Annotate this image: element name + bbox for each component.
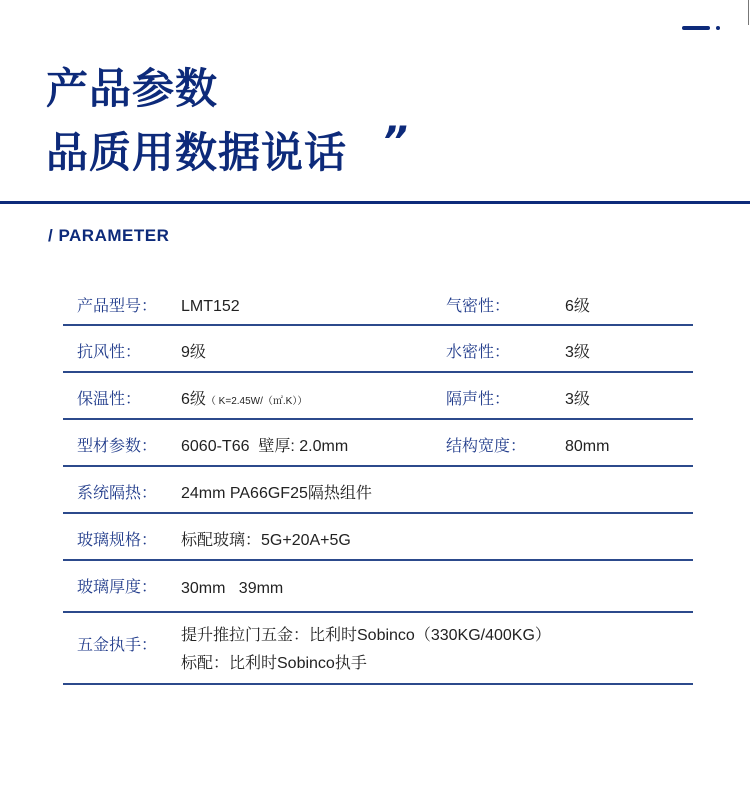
thermal-break-value: 24mm PA66GF25隔热组件 <box>181 485 372 502</box>
page-subtitle-slogan: 品质用数据说话 <box>46 128 348 177</box>
parameter-table <box>63 280 693 685</box>
wind-label: 抗风性： <box>77 342 142 361</box>
edge-line <box>748 0 749 25</box>
width-value: 80mm <box>565 438 610 455</box>
glass-thickness-value: 30mm 39mm <box>181 580 284 597</box>
sound-label: 隔声性： <box>446 389 511 408</box>
hardware-label: 五金执手： <box>77 635 158 654</box>
table-row <box>63 467 693 514</box>
sound-value: 3级 <box>565 391 590 408</box>
watertightness-value: 3级 <box>565 344 590 361</box>
model-value: LMT152 <box>181 298 240 315</box>
decorative-dash <box>682 26 710 30</box>
insulation-note: （ K=2.45W/（㎡.K）） <box>205 396 308 407</box>
model-label: 产品型号： <box>77 296 158 315</box>
table-row <box>63 613 693 685</box>
table-row <box>63 561 693 613</box>
quote-mark-icon: ” <box>382 119 408 165</box>
glass-spec-value: 标配玻璃：5G+20A+5G <box>181 532 351 549</box>
watertightness-label: 水密性： <box>446 342 511 361</box>
glass-spec-label: 玻璃规格： <box>77 530 158 549</box>
airtightness-label: 气密性： <box>446 296 511 315</box>
header-divider <box>0 201 750 204</box>
hardware-line1: 提升推拉门五金：比利时Sobinco（330KG/400KG） <box>181 627 551 644</box>
table-row <box>63 326 693 373</box>
insulation-value: 6级 <box>181 391 206 408</box>
table-row <box>63 373 693 420</box>
decorative-dot <box>716 26 720 30</box>
width-label: 结构宽度： <box>446 436 527 455</box>
insulation-label: 保温性： <box>77 389 142 408</box>
hardware-line2: 标配：比利时Sobinco执手 <box>181 655 367 672</box>
thermal-break-label: 系统隔热： <box>77 483 158 502</box>
airtightness-value: 6级 <box>565 298 590 315</box>
glass-thickness-label: 玻璃厚度： <box>77 577 158 596</box>
table-row <box>63 514 693 561</box>
table-row <box>63 420 693 467</box>
wind-value: 9级 <box>181 344 206 361</box>
insulation-value-group <box>181 392 307 408</box>
profile-label: 型材参数： <box>77 436 158 455</box>
profile-value: 6060-T66 壁厚: 2.0mm <box>181 438 349 455</box>
page-title: 产品参数 <box>46 64 219 113</box>
table-row <box>63 280 693 326</box>
section-heading: / PARAMETER <box>48 226 170 245</box>
